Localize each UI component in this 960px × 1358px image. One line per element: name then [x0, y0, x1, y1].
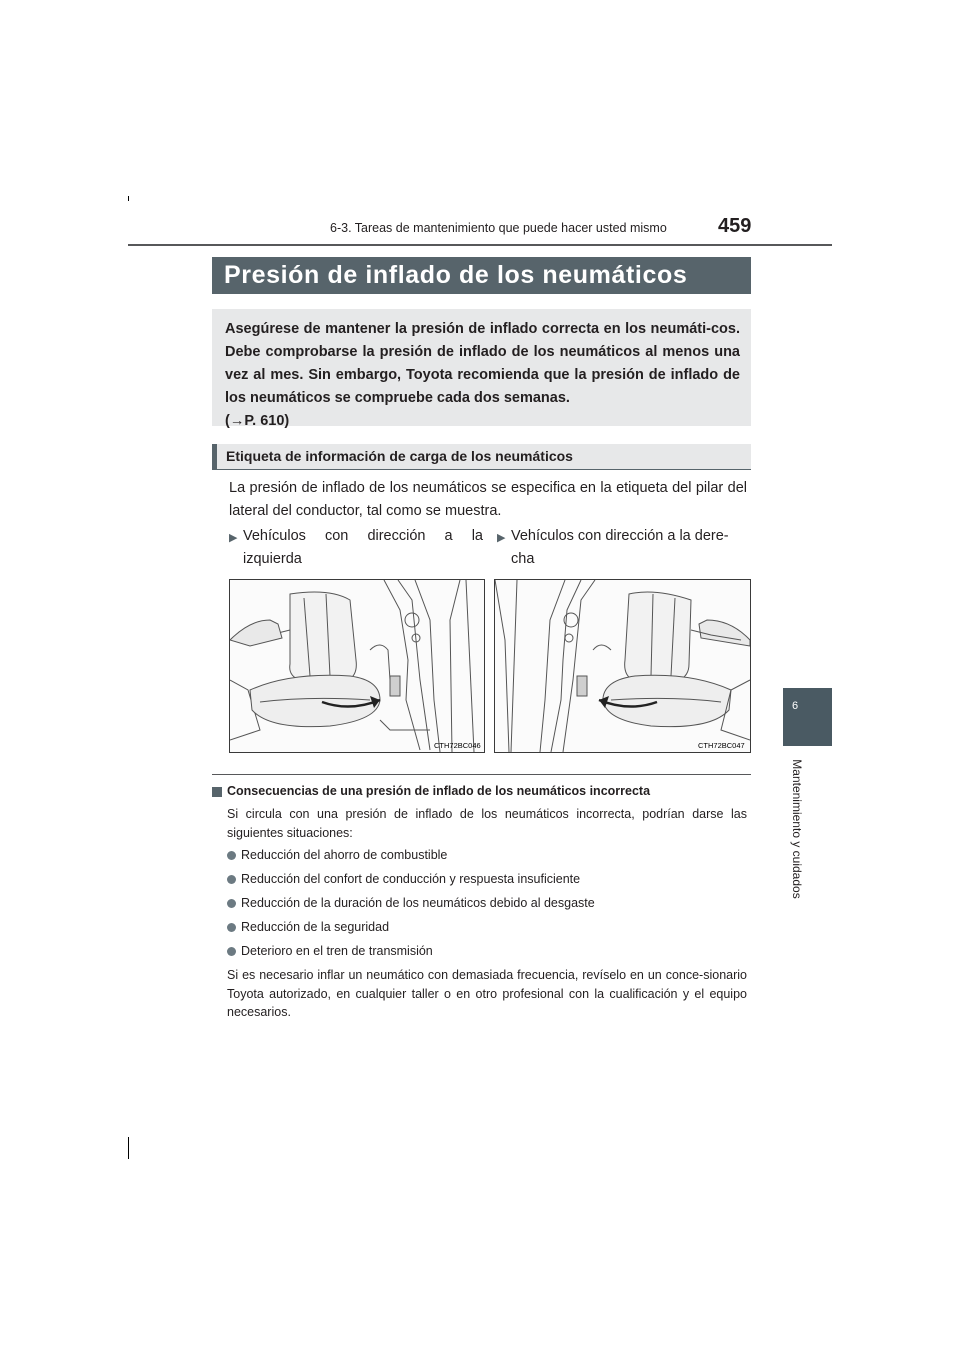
consequences-intro: Si circula con una presión de inflado de los neumáticos incorrecta, podrían darse las siguientes situaciones:	[227, 807, 747, 840]
section-title-bar	[212, 257, 751, 294]
list-item-text: Deterioro en el tren de transmisión	[241, 944, 433, 958]
intro-paragraph: Asegúrese de mantener la presión de inflado correcta en los neumáti-cos. Debe comprobarse la presión de inflado de los neumáticos al menos una vez al mes. Sin embargo, Toyota recomienda que la presión de inflado de los neumáticos se compruebe cada dos semanas.	[225, 321, 740, 406]
illustration-right-hand-drive	[494, 579, 751, 753]
chapter-side-title: Mantenimiento y cuidados	[790, 759, 804, 899]
illustration-left-code: CTH72BC046	[434, 741, 481, 750]
circle-bullet-icon	[227, 875, 236, 884]
page-number: 459	[718, 215, 752, 237]
vehicle-left-line1: Vehículos con dirección a la	[243, 528, 483, 544]
vehicle-left-line2: izquierda	[243, 551, 302, 567]
header-rule	[128, 244, 832, 246]
vehicle-right-label	[497, 525, 750, 571]
vehicle-left-label	[229, 525, 483, 571]
seat-pillar-drawing-right	[495, 580, 750, 752]
subheading: Etiqueta de información de carga de los neumáticos	[226, 448, 573, 464]
section-divider	[212, 774, 751, 775]
illustration-left-hand-drive	[229, 579, 485, 753]
crop-mark	[128, 196, 129, 201]
subheading-bar	[212, 444, 751, 470]
intro-page-ref: (→P. 610)	[225, 413, 290, 429]
triangle-right-icon: ▶	[229, 532, 238, 544]
subheading-accent	[212, 444, 217, 469]
section-title: Presión de inflado de los neumáticos	[224, 261, 688, 289]
running-head: 6-3. Tareas de mantenimiento que puede hacer usted mismo	[330, 221, 667, 235]
vehicle-right-line2: cha	[511, 551, 535, 567]
circle-bullet-icon	[227, 851, 236, 860]
list-item	[227, 872, 580, 886]
vehicle-right-line1: Vehículos con dirección a la dere-	[511, 528, 729, 544]
chapter-number: 6	[791, 700, 799, 712]
list-item	[227, 920, 389, 934]
triangle-right-icon: ▶	[497, 532, 506, 544]
list-item-text: Reducción de la duración de los neumáticos debido al desgaste	[241, 896, 595, 910]
square-icon	[212, 787, 222, 797]
circle-bullet-icon	[227, 947, 236, 956]
circle-bullet-icon	[227, 923, 236, 932]
illustration-right-code: CTH72BC047	[698, 741, 745, 750]
crop-mark	[128, 1137, 129, 1159]
list-item-text: Reducción del ahorro de combustible	[241, 848, 448, 862]
seat-pillar-drawing-left	[230, 580, 484, 752]
intro-box	[212, 309, 751, 429]
list-item-text: Reducción de la seguridad	[241, 920, 390, 934]
list-item	[227, 848, 447, 862]
consequences-title: Consecuencias de una presión de inflado de los neumáticos incorrecta	[227, 784, 651, 798]
list-item-text: Reducción del confort de conducción y respuesta insuficiente	[241, 872, 581, 886]
body-paragraph: La presión de inflado de los neumáticos se especifica en la etiqueta del pilar del lateral del conductor, tal como se muestra.	[229, 480, 747, 519]
consequences-closing: Si es necesario inflar un neumático con demasiada frecuencia, revíselo en un conce-sionario Toyota autorizado, en cualquier taller o en otro profesional con la cualificación y el equipo necesarios.	[227, 968, 747, 1019]
intro-text	[225, 318, 740, 433]
list-item	[227, 896, 595, 910]
list-item	[227, 944, 433, 958]
circle-bullet-icon	[227, 899, 236, 908]
